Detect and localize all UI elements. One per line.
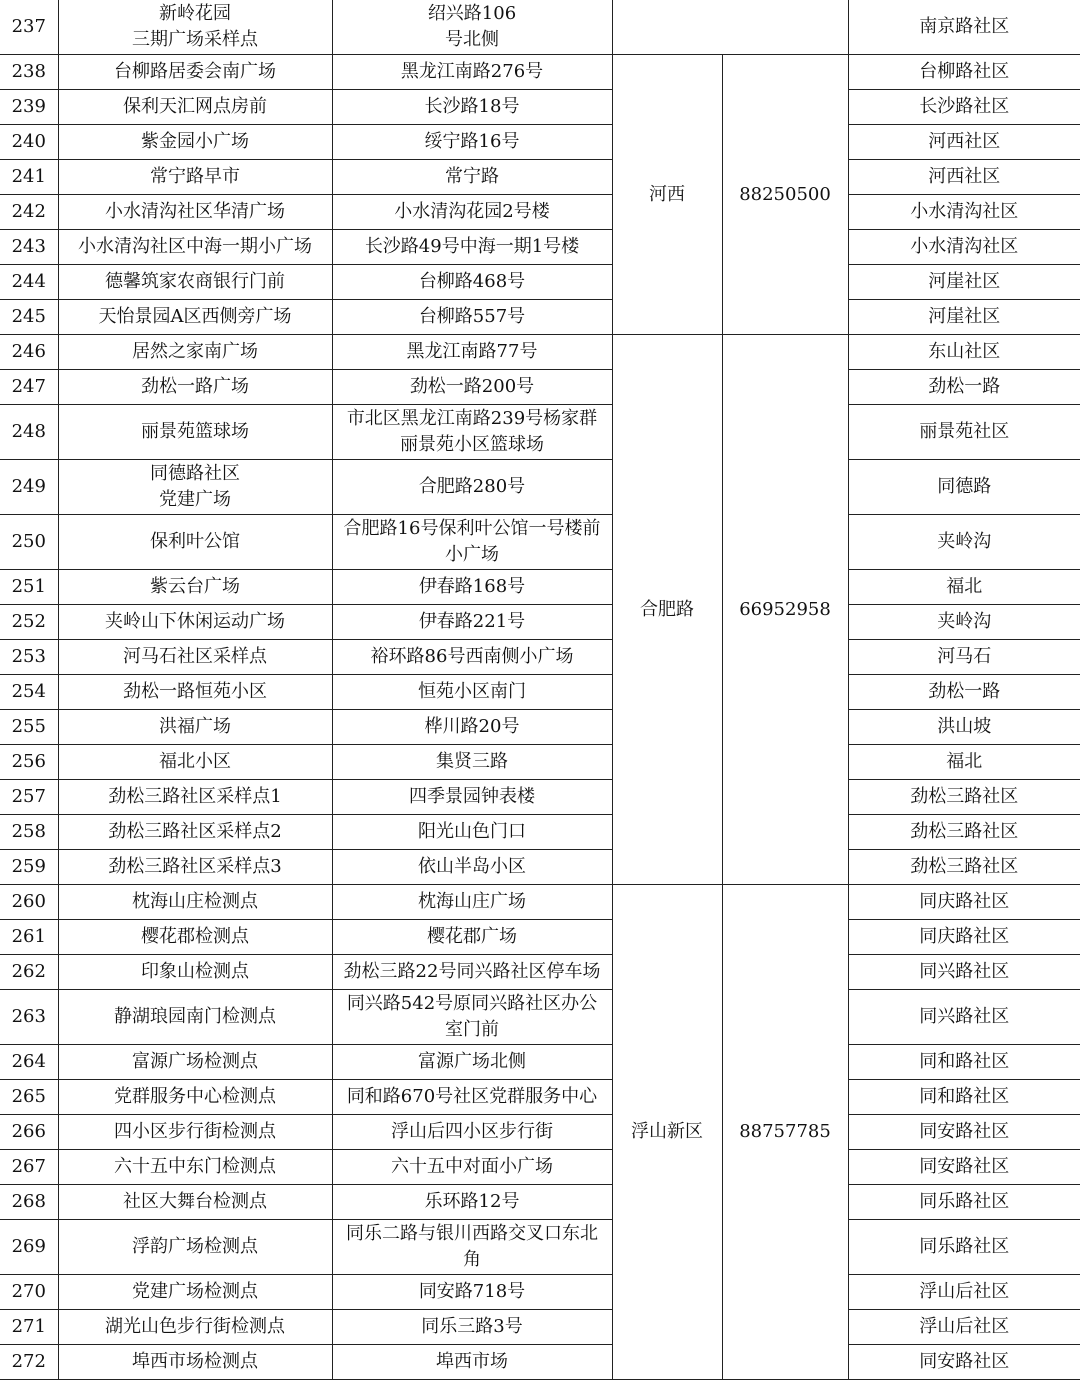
table-row xyxy=(0,300,1080,335)
site-name: 静湖琅园南门检测点 xyxy=(58,990,332,1045)
community-name: 夹岭沟 xyxy=(848,605,1080,640)
row-number: 257 xyxy=(0,780,58,815)
community-name: 长沙路社区 xyxy=(848,90,1080,125)
table-row xyxy=(0,195,1080,230)
site-address: 樱花郡广场 xyxy=(332,920,612,955)
row-number: 239 xyxy=(0,90,58,125)
table-row xyxy=(0,125,1080,160)
row-number: 268 xyxy=(0,1185,58,1220)
site-name: 党群服务中心检测点 xyxy=(58,1080,332,1115)
community-name: 同兴路社区 xyxy=(848,990,1080,1045)
table-row xyxy=(0,1080,1080,1115)
community-name: 同兴路社区 xyxy=(848,955,1080,990)
row-number: 252 xyxy=(0,605,58,640)
community-name: 河马石 xyxy=(848,640,1080,675)
row-number: 260 xyxy=(0,885,58,920)
community-name: 同庆路社区 xyxy=(848,885,1080,920)
community-name: 同安路社区 xyxy=(848,1345,1080,1380)
row-number: 265 xyxy=(0,1080,58,1115)
table-row xyxy=(0,640,1080,675)
table-row xyxy=(0,605,1080,640)
site-name: 四小区步行街检测点 xyxy=(58,1115,332,1150)
row-number: 237 xyxy=(0,0,58,55)
site-address: 六十五中对面小广场 xyxy=(332,1150,612,1185)
community-name: 南京路社区 xyxy=(848,0,1080,55)
site-name: 劲松三路社区采样点3 xyxy=(58,850,332,885)
site-address: 绥宁路16号 xyxy=(332,125,612,160)
row-number: 271 xyxy=(0,1310,58,1345)
site-name: 紫金园小广场 xyxy=(58,125,332,160)
site-name: 樱花郡检测点 xyxy=(58,920,332,955)
site-address: 小水清沟花园2号楼 xyxy=(332,195,612,230)
table-row xyxy=(0,675,1080,710)
row-number: 246 xyxy=(0,335,58,370)
row-number: 253 xyxy=(0,640,58,675)
row-number: 250 xyxy=(0,515,58,570)
row-number: 238 xyxy=(0,55,58,90)
table-row xyxy=(0,90,1080,125)
site-address: 长沙路18号 xyxy=(332,90,612,125)
table-row xyxy=(0,1220,1080,1275)
community-name: 河西社区 xyxy=(848,160,1080,195)
community-name: 劲松一路 xyxy=(848,675,1080,710)
site-address: 伊春路168号 xyxy=(332,570,612,605)
table-row xyxy=(0,1115,1080,1150)
table-row xyxy=(0,955,1080,990)
table-row xyxy=(0,230,1080,265)
site-name: 社区大舞台检测点 xyxy=(58,1185,332,1220)
site-address: 桦川路20号 xyxy=(332,710,612,745)
site-address: 黑龙江南路276号 xyxy=(332,55,612,90)
table-row xyxy=(0,570,1080,605)
community-name: 福北 xyxy=(848,745,1080,780)
site-name: 六十五中东门检测点 xyxy=(58,1150,332,1185)
row-number: 261 xyxy=(0,920,58,955)
row-number: 264 xyxy=(0,1045,58,1080)
row-number: 243 xyxy=(0,230,58,265)
site-address: 台柳路557号 xyxy=(332,300,612,335)
table-row xyxy=(0,1150,1080,1185)
community-name: 洪山坡 xyxy=(848,710,1080,745)
site-address: 同乐三路3号 xyxy=(332,1310,612,1345)
site-name: 枕海山庄检测点 xyxy=(58,885,332,920)
site-name: 天怡景园A区西侧旁广场 xyxy=(58,300,332,335)
table-row xyxy=(0,1275,1080,1310)
row-number: 267 xyxy=(0,1150,58,1185)
site-address: 埠西市场 xyxy=(332,1345,612,1380)
site-name: 劲松三路社区采样点2 xyxy=(58,815,332,850)
row-number: 240 xyxy=(0,125,58,160)
site-address: 合肥路16号保利叶公馆一号楼前 小广场 xyxy=(332,515,612,570)
site-address: 浮山后四小区步行街 xyxy=(332,1115,612,1150)
row-number: 263 xyxy=(0,990,58,1045)
row-number: 248 xyxy=(0,405,58,460)
row-number: 249 xyxy=(0,460,58,515)
row-number: 266 xyxy=(0,1115,58,1150)
site-name: 党建广场检测点 xyxy=(58,1275,332,1310)
row-number: 245 xyxy=(0,300,58,335)
site-name: 河马石社区采样点 xyxy=(58,640,332,675)
community-name: 河西社区 xyxy=(848,125,1080,160)
table-row xyxy=(0,1045,1080,1080)
community-name: 同和路社区 xyxy=(848,1080,1080,1115)
row-number: 259 xyxy=(0,850,58,885)
site-name: 富源广场检测点 xyxy=(58,1045,332,1080)
site-name: 劲松三路社区采样点1 xyxy=(58,780,332,815)
site-address: 同安路718号 xyxy=(332,1275,612,1310)
community-name: 小水清沟社区 xyxy=(848,195,1080,230)
row-number: 262 xyxy=(0,955,58,990)
site-address: 劲松三路22号同兴路社区停车场 xyxy=(332,955,612,990)
table-row xyxy=(0,335,1080,370)
community-name: 同和路社区 xyxy=(848,1045,1080,1080)
site-name: 印象山检测点 xyxy=(58,955,332,990)
site-address: 乐环路12号 xyxy=(332,1185,612,1220)
row-number: 258 xyxy=(0,815,58,850)
site-name: 台柳路居委会南广场 xyxy=(58,55,332,90)
table-row xyxy=(0,815,1080,850)
site-address: 市北区黑龙江南路239号杨家群 丽景苑小区篮球场 xyxy=(332,405,612,460)
row-number: 247 xyxy=(0,370,58,405)
table-row xyxy=(0,370,1080,405)
community-name: 同庆路社区 xyxy=(848,920,1080,955)
site-address: 合肥路280号 xyxy=(332,460,612,515)
table-row xyxy=(0,460,1080,515)
site-name: 常宁路早市 xyxy=(58,160,332,195)
site-address: 恒苑小区南门 xyxy=(332,675,612,710)
community-name: 东山社区 xyxy=(848,335,1080,370)
community-name: 福北 xyxy=(848,570,1080,605)
table-row xyxy=(0,710,1080,745)
table-row xyxy=(0,850,1080,885)
site-name: 埠西市场检测点 xyxy=(58,1345,332,1380)
contact-phone: 88757785 xyxy=(722,885,848,1380)
row-number: 255 xyxy=(0,710,58,745)
site-name: 保利天汇网点房前 xyxy=(58,90,332,125)
community-name: 劲松三路社区 xyxy=(848,780,1080,815)
site-address: 枕海山庄广场 xyxy=(332,885,612,920)
site-name: 同德路社区 党建广场 xyxy=(58,460,332,515)
community-name: 浮山后社区 xyxy=(848,1310,1080,1345)
row-number: 254 xyxy=(0,675,58,710)
table-row xyxy=(0,515,1080,570)
site-name: 紫云台广场 xyxy=(58,570,332,605)
row-number: 251 xyxy=(0,570,58,605)
site-name: 小水清沟社区华清广场 xyxy=(58,195,332,230)
community-name: 浮山后社区 xyxy=(848,1275,1080,1310)
community-name: 劲松三路社区 xyxy=(848,850,1080,885)
site-address: 四季景园钟表楼 xyxy=(332,780,612,815)
row-number: 241 xyxy=(0,160,58,195)
site-name: 劲松一路恒苑小区 xyxy=(58,675,332,710)
community-name: 同安路社区 xyxy=(848,1115,1080,1150)
site-address: 同乐二路与银川西路交叉口东北 角 xyxy=(332,1220,612,1275)
table-row xyxy=(0,780,1080,815)
site-name: 居然之家南广场 xyxy=(58,335,332,370)
community-name: 同安路社区 xyxy=(848,1150,1080,1185)
site-name: 劲松一路广场 xyxy=(58,370,332,405)
table-row xyxy=(0,1310,1080,1345)
table-row xyxy=(0,405,1080,460)
table-row xyxy=(0,0,1080,55)
table-row xyxy=(0,265,1080,300)
site-address: 伊春路221号 xyxy=(332,605,612,640)
site-name: 丽景苑篮球场 xyxy=(58,405,332,460)
community-name: 劲松一路 xyxy=(848,370,1080,405)
site-name: 夹岭山下休闲运动广场 xyxy=(58,605,332,640)
site-name: 洪福广场 xyxy=(58,710,332,745)
site-address: 同和路670号社区党群服务中心 xyxy=(332,1080,612,1115)
community-name: 小水清沟社区 xyxy=(848,230,1080,265)
street-office: 浮山新区 xyxy=(612,885,722,1380)
table-row xyxy=(0,745,1080,780)
site-address: 富源广场北侧 xyxy=(332,1045,612,1080)
table-row xyxy=(0,1185,1080,1220)
site-address: 常宁路 xyxy=(332,160,612,195)
table-row xyxy=(0,1345,1080,1380)
community-name: 夹岭沟 xyxy=(848,515,1080,570)
site-address: 裕环路86号西南侧小广场 xyxy=(332,640,612,675)
table-row xyxy=(0,55,1080,90)
contact-phone: 66952958 xyxy=(722,335,848,885)
site-name: 湖光山色步行街检测点 xyxy=(58,1310,332,1345)
community-name: 同德路 xyxy=(848,460,1080,515)
table-row xyxy=(0,160,1080,195)
street-phone-continued xyxy=(612,0,848,55)
row-number: 242 xyxy=(0,195,58,230)
site-address: 集贤三路 xyxy=(332,745,612,780)
row-number: 256 xyxy=(0,745,58,780)
site-address: 阳光山色门口 xyxy=(332,815,612,850)
community-name: 丽景苑社区 xyxy=(848,405,1080,460)
site-address: 同兴路542号原同兴路社区办公 室门前 xyxy=(332,990,612,1045)
community-name: 同乐路社区 xyxy=(848,1220,1080,1275)
site-name: 浮韵广场检测点 xyxy=(58,1220,332,1275)
site-address: 台柳路468号 xyxy=(332,265,612,300)
community-name: 台柳路社区 xyxy=(848,55,1080,90)
community-name: 河崖社区 xyxy=(848,265,1080,300)
site-name: 保利叶公馆 xyxy=(58,515,332,570)
site-name: 福北小区 xyxy=(58,745,332,780)
site-address: 依山半岛小区 xyxy=(332,850,612,885)
street-office: 合肥路 xyxy=(612,335,722,885)
table-row xyxy=(0,920,1080,955)
row-number: 269 xyxy=(0,1220,58,1275)
site-address: 劲松一路200号 xyxy=(332,370,612,405)
site-address: 绍兴路106 号北侧 xyxy=(332,0,612,55)
site-name: 德馨筑家农商银行门前 xyxy=(58,265,332,300)
row-number: 270 xyxy=(0,1275,58,1310)
row-number: 244 xyxy=(0,265,58,300)
table-row xyxy=(0,990,1080,1045)
table-row xyxy=(0,885,1080,920)
site-address: 黑龙江南路77号 xyxy=(332,335,612,370)
site-name: 新岭花园 三期广场采样点 xyxy=(58,0,332,55)
site-address: 长沙路49号中海一期1号楼 xyxy=(332,230,612,265)
community-name: 同乐路社区 xyxy=(848,1185,1080,1220)
community-name: 河崖社区 xyxy=(848,300,1080,335)
street-office: 河西 xyxy=(612,55,722,335)
contact-phone: 88250500 xyxy=(722,55,848,335)
community-name: 劲松三路社区 xyxy=(848,815,1080,850)
site-name: 小水清沟社区中海一期小广场 xyxy=(58,230,332,265)
row-number: 272 xyxy=(0,1345,58,1380)
